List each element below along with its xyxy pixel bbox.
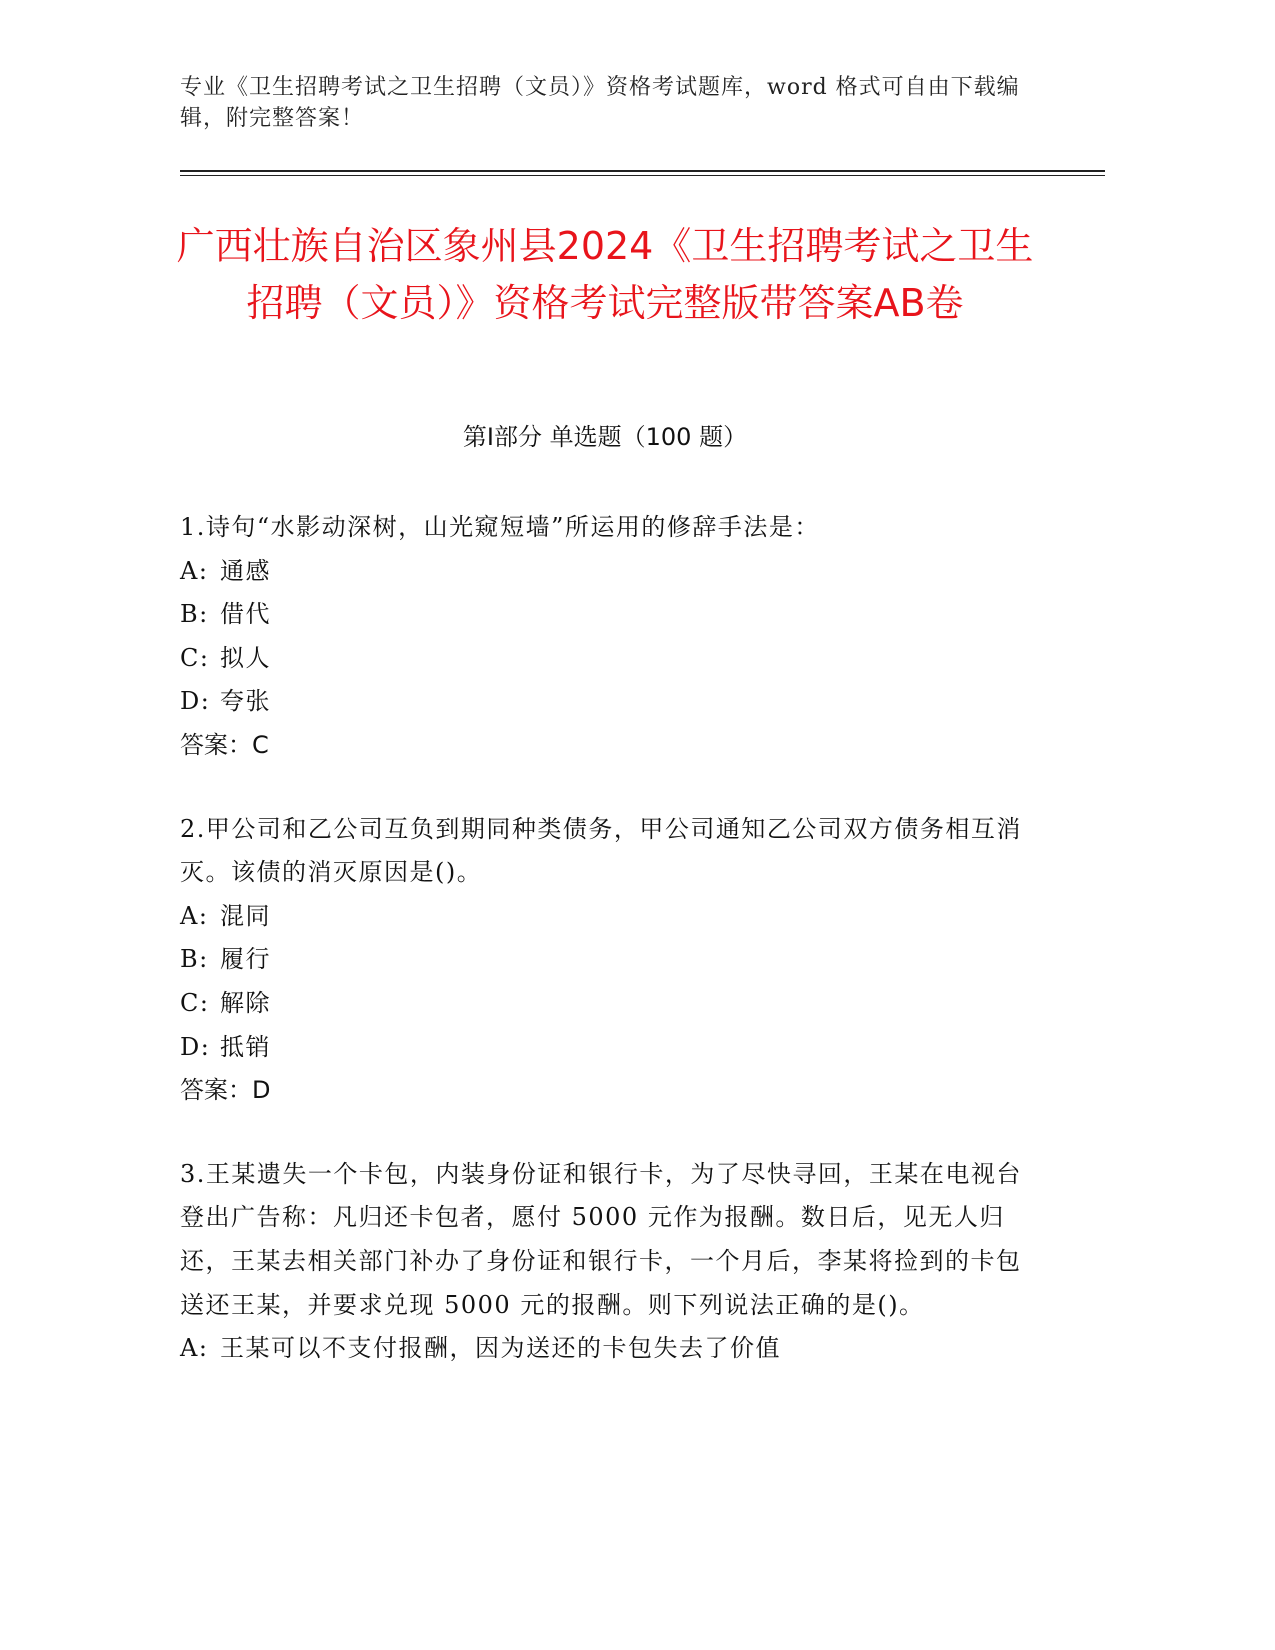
header-note: 专业《卫生招聘考试之卫生招聘（文员）》资格考试题库，word 格式可自由下载编辑，附完整答案！ <box>180 75 1020 131</box>
option-letter: A: <box>180 901 209 930</box>
option-text: 通感 <box>220 556 271 585</box>
answer-line: 答案：C <box>180 730 269 759</box>
option-letter: D: <box>180 687 211 716</box>
question-list <box>180 506 1035 1411</box>
option-c <box>180 982 1035 1026</box>
option-letter: B: <box>180 600 209 629</box>
option-letter: A: <box>180 1334 209 1363</box>
question-1 <box>180 506 1035 768</box>
question-stem: 3.王某遗失一个卡包，内装身份证和银行卡，为了尽快寻回，王某在电视台登出广告称：凡归还卡包者，愿付 5000 元作为报酬。数日后，见无人归还，王某去相关部门补办了身份证和银行卡，一个月后，李某将捡到的卡包送还王某，并要求兑现 5000 元的报酬。则下列说法正确的是()。 <box>180 1159 1022 1319</box>
option-d <box>180 680 1035 724</box>
header-rule-thick <box>180 170 1105 172</box>
option-b <box>180 593 1035 637</box>
option-text: 抵销 <box>220 1032 271 1061</box>
option-text: 解除 <box>220 988 271 1017</box>
option-letter: C: <box>180 643 210 672</box>
question-3 <box>180 1153 1035 1371</box>
option-text: 混同 <box>220 901 271 930</box>
question-2 <box>180 808 1035 1113</box>
option-c <box>180 637 1035 681</box>
option-text: 借代 <box>220 600 271 629</box>
option-text: 履行 <box>220 945 271 974</box>
section-title: 第Ⅰ部分 单选题（100 题） <box>462 423 748 451</box>
document-title: 广西壮族自治区象州县2024《卫生招聘考试之卫生招聘（文员）》资格考试完整版带答案AB卷 <box>176 224 1034 325</box>
option-letter: D: <box>180 1032 211 1061</box>
header-rule-thin <box>180 175 1105 176</box>
option-text: 拟人 <box>220 643 271 672</box>
option-d <box>180 1026 1035 1070</box>
question-stem: 1.诗句“水影动深树，山光窥短墙”所运用的修辞手法是： <box>180 513 820 541</box>
option-letter: A: <box>180 556 209 585</box>
option-a <box>180 550 1035 594</box>
question-stem: 2.甲公司和乙公司互负到期同种类债务，甲公司通知乙公司双方债务相互消灭。该债的消灭原因是()。 <box>180 814 1022 887</box>
option-letter: C: <box>180 988 210 1017</box>
option-a <box>180 895 1035 939</box>
option-letter: B: <box>180 945 209 974</box>
option-text: 夸张 <box>220 687 271 716</box>
option-a <box>180 1327 1035 1371</box>
option-text: 王某可以不支付报酬，因为送还的卡包失去了价值 <box>220 1334 781 1363</box>
answer-line: 答案：D <box>180 1076 271 1105</box>
option-b <box>180 938 1035 982</box>
